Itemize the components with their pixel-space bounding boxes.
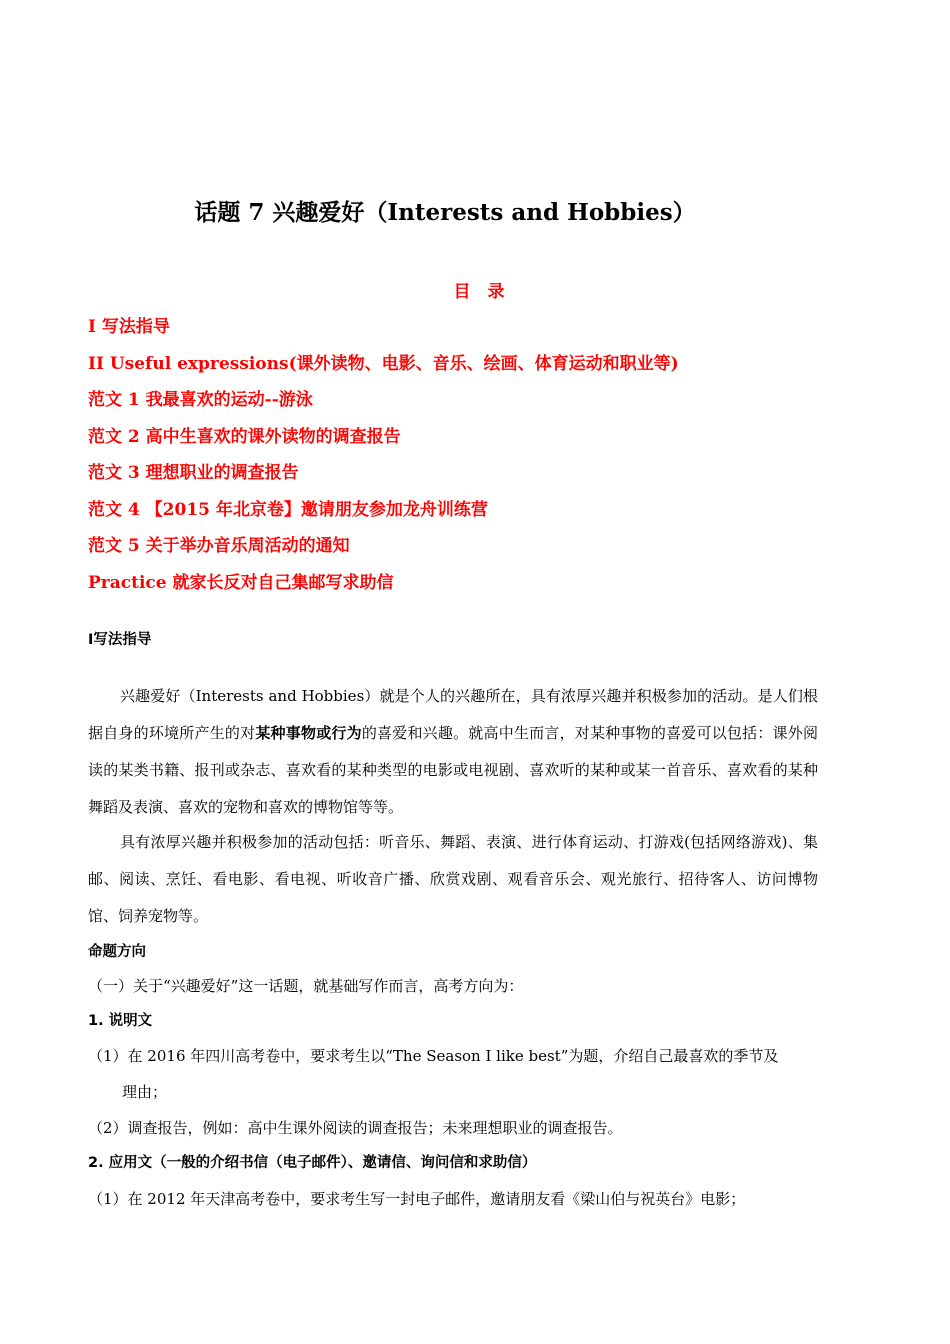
type-2-item-1: （1）在 2012 年天津高考卷中，要求考生写一封电子邮件，邀请朋友看《梁山伯与祝英台》电影； [88, 1190, 746, 1208]
type-1-item-1-line-a: （1）在 2016 年四川高考卷中，要求考生以“The Season I like best”为题，介绍自己最喜欢的季节及 [88, 1047, 779, 1065]
type-1-item-2: （2）调查报告，例如：高中生课外阅读的调查报告；未来理想职业的调查报告。 [88, 1119, 623, 1137]
toc-item-sample-4[interactable]: 范文 4 【2015 年北京卷】邀请朋友参加龙舟训练营 [88, 499, 488, 520]
toc-item-sample-1[interactable]: 范文 1 我最喜欢的运动--游泳 [88, 390, 313, 410]
direction-intro: （一）关于“兴趣爱好”这一话题，就基础写作而言，高考方向为： [88, 977, 524, 995]
type-2-heading: 2. 应用文（一般的介绍书信（电子邮件）、邀请信、询问信和求助信） [88, 1155, 537, 1171]
section-heading-writing-guide: I写法指导 [88, 632, 152, 648]
toc-item-useful-expressions[interactable]: II Useful expressions(课外读物、电影、音乐、绘画、体育运动和职业等) [88, 353, 679, 374]
toc-item-sample-3[interactable]: 范文 3 理想职业的调查报告 [88, 463, 299, 483]
page-title: 话题 7 兴趣爱好（Interests and Hobbies） [194, 199, 696, 226]
intro-paragraph-1 [88, 678, 818, 826]
toc-heading: 目 录 [453, 282, 505, 302]
intro-paragraph-2: 具有浓厚兴趣并积极参加的活动包括：听音乐、舞蹈、表演、进行体育运动、打游戏(包括网络游戏)、集邮、阅读、烹饪、看电影、看电视、听收音广播、欣赏戏剧、观看音乐会、观光旅行、招待客人、访问博物馆、饲养宠物等。 [88, 833, 818, 925]
type-1-heading: 1. 说明文 [88, 1013, 153, 1029]
toc-item-sample-5[interactable]: 范文 5 关于举办音乐周活动的通知 [88, 536, 350, 556]
intro-paragraph-1-bold: 某种事物或行为 [255, 724, 362, 742]
table-of-contents [88, 315, 679, 607]
intro-paragraph-1-text-a: 兴趣爱好（Interests and Hobbies）就是个人的兴趣所在，具有浓厚兴趣并积极参加的活动。是人们根据自身的环境所产生的对 [88, 687, 818, 742]
intro-paragraph-1-text-b: 的喜爱和兴趣。就高中生而言，对某种事物的喜爱可以包括：课外阅读的某类书籍、报刊或杂志、喜欢看的某种类型的电影或电视剧、喜欢听的某种或某一首音乐、喜欢看的某种舞蹈及表演、喜欢的宠物和喜欢的博物馆等等。 [88, 724, 818, 816]
type-1-item-1-line-b: 理由； [122, 1083, 168, 1101]
toc-item-sample-2[interactable]: 范文 2 高中生喜欢的课外读物的调查报告 [88, 426, 401, 447]
toc-item-writing-guide[interactable]: I 写法指导 [88, 317, 170, 337]
toc-item-practice[interactable]: Practice 就家长反对自己集邮写求助信 [88, 572, 394, 593]
type-1-item-1 [88, 1038, 823, 1110]
direction-heading: 命题方向 [88, 944, 146, 960]
